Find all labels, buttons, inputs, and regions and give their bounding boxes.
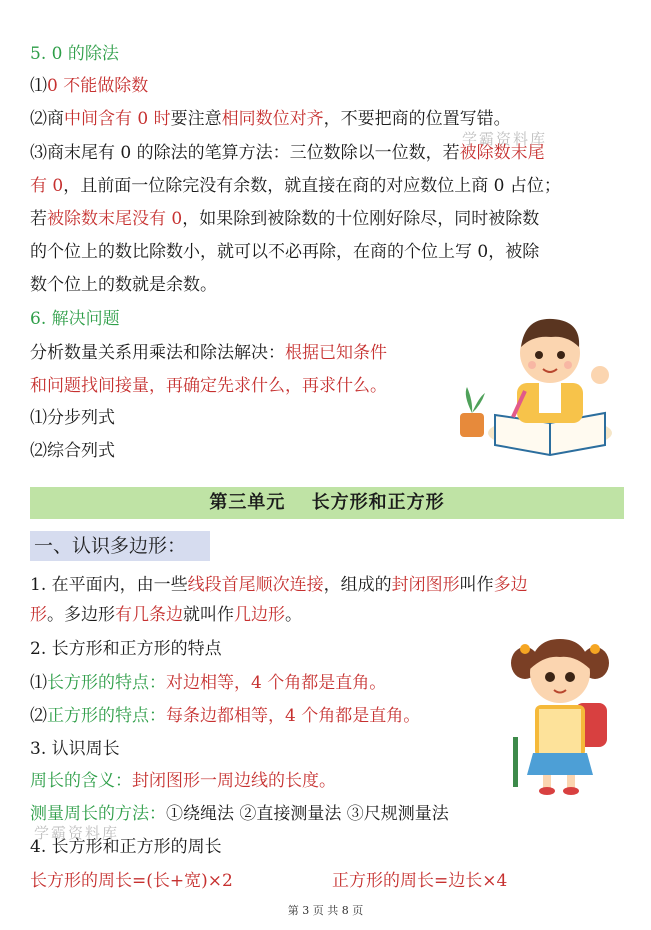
s5-p2-b: 中间含有 0 时 [64,109,171,129]
p1-i1b-e: 几边形 [234,605,285,625]
p1-i1b-a: 形 [30,605,47,625]
p1-i2a-c: 对边相等，4 个角都是直角。 [166,673,387,693]
s5-p3b [30,174,561,198]
s5-p1-num: ⑴ [30,76,47,96]
s5-p3b-a: 有 0 [30,176,64,196]
s5-p3a-a: ⑶商末尾有 0 的除法的笔算方法：三位数除以一位数，若 [30,143,460,163]
p1-i1a-a: 1. 在平面内，由一些 [30,575,188,595]
p1-i1a [30,573,528,597]
s5-p3a-b: 被除数末尾 [459,143,545,163]
girl-with-book-illustration [505,625,615,795]
unit-title-banner: 第三单元 长方形和正方形 [30,487,624,519]
s6-p1a-b: 根据已知条件 [285,343,387,363]
s5-p2-e: ，不要把商的位置写错。 [323,109,511,129]
s5-p3c-a: 若 [30,209,47,229]
s5-p1-text: 0 不能做除数 [47,76,149,96]
watermark-bottom: 学霸资料库 [34,824,120,842]
s6-p1a-a: 分析数量关系用乘法和除法解决： [30,343,285,363]
s6-p2: ⑴分步列式 [30,408,115,428]
s5-p3c-c: ，如果除到被除数的十位刚好除尽，同时被除数 [182,209,540,229]
p1-i3b-b: ①绕绳法 ②直接测量法 ③尺规测量法 [166,804,449,824]
p1-i2b-c: 每条边都相等，4 个角都是直角。 [166,706,421,726]
section5-heading: 5. 0 的除法 [30,44,119,64]
s5-p2-c: 要注意 [170,109,222,129]
s5-p2-a: ⑵商 [30,109,64,129]
p1-i4: 4. 长方形和正方形的周长 [30,837,222,857]
page-footer: 第 3 页 共 8 页 [287,904,364,917]
p1-i1b-f: 。 [285,605,302,625]
s5-p2-d: 相同数位对齐 [221,109,324,129]
s5-p3c [30,207,539,231]
p1-i1b-c: 有几条边 [115,605,183,625]
p1-i1a-d: 封闭图形 [391,575,460,595]
p1-i2a-a: ⑴ [30,673,47,693]
p1-i1a-b: 线段首尾顺次连接 [187,575,324,595]
p1-i1b-b: 。多边形 [47,605,115,625]
s5-p2 [30,107,511,131]
boy-writing-illustration [455,305,615,460]
p1-i1b-d: 就叫作 [183,605,234,625]
s5-p3b-b: ，且前面一位除完没有余数，就直接在商的对应数位上商 0 占位； [63,176,561,196]
p1-i2: 2. 长方形和正方形的特点 [30,639,222,659]
watermark-top: 学霸资料库 [462,130,548,148]
s5-p3c-b: 被除数末尾没有 0 [47,209,183,229]
s5-p3e: 数个位上的数就是余数。 [30,275,217,295]
p1-i2b-a: ⑵ [30,706,47,726]
p1-i3a [30,769,336,793]
s6-p1a [30,341,387,365]
s5-p3d: 的个位上的数比除数小，就可以不必再除，在商的个位上写 0，被除 [30,242,540,262]
p1-i3: 3. 认识周长 [30,739,120,759]
p1-i3b-a: 测量周长的方法： [30,804,166,824]
p1-i1b [30,603,302,627]
square-perimeter-formula: 正方形的周长=边长×4 [332,871,508,891]
p1-i2a [30,671,386,695]
s5-p1 [30,74,148,98]
p1-i2a-b: 长方形的特点： [47,673,166,693]
part1-heading: 一、认识多边形： [30,531,210,561]
p1-i2b-b: 正方形的特点： [47,706,166,726]
p1-i1a-c: ，组成的 [323,575,392,595]
p1-i1a-e: 叫作 [459,575,494,595]
p1-i2b [30,704,420,728]
s6-p1b: 和问题找间接量，再确定先求什么，再求什么。 [30,376,387,396]
section6-heading: 6. 解决问题 [30,309,120,329]
s6-p3: ⑵综合列式 [30,441,115,461]
p1-i1a-f: 多边 [493,575,528,595]
rect-perimeter-formula: 长方形的周长=(长+宽)×2 [30,871,233,891]
p1-i3a-b: 封闭图形一周边线的长度。 [132,771,336,791]
p1-i3a-a: 周长的含义： [30,771,132,791]
